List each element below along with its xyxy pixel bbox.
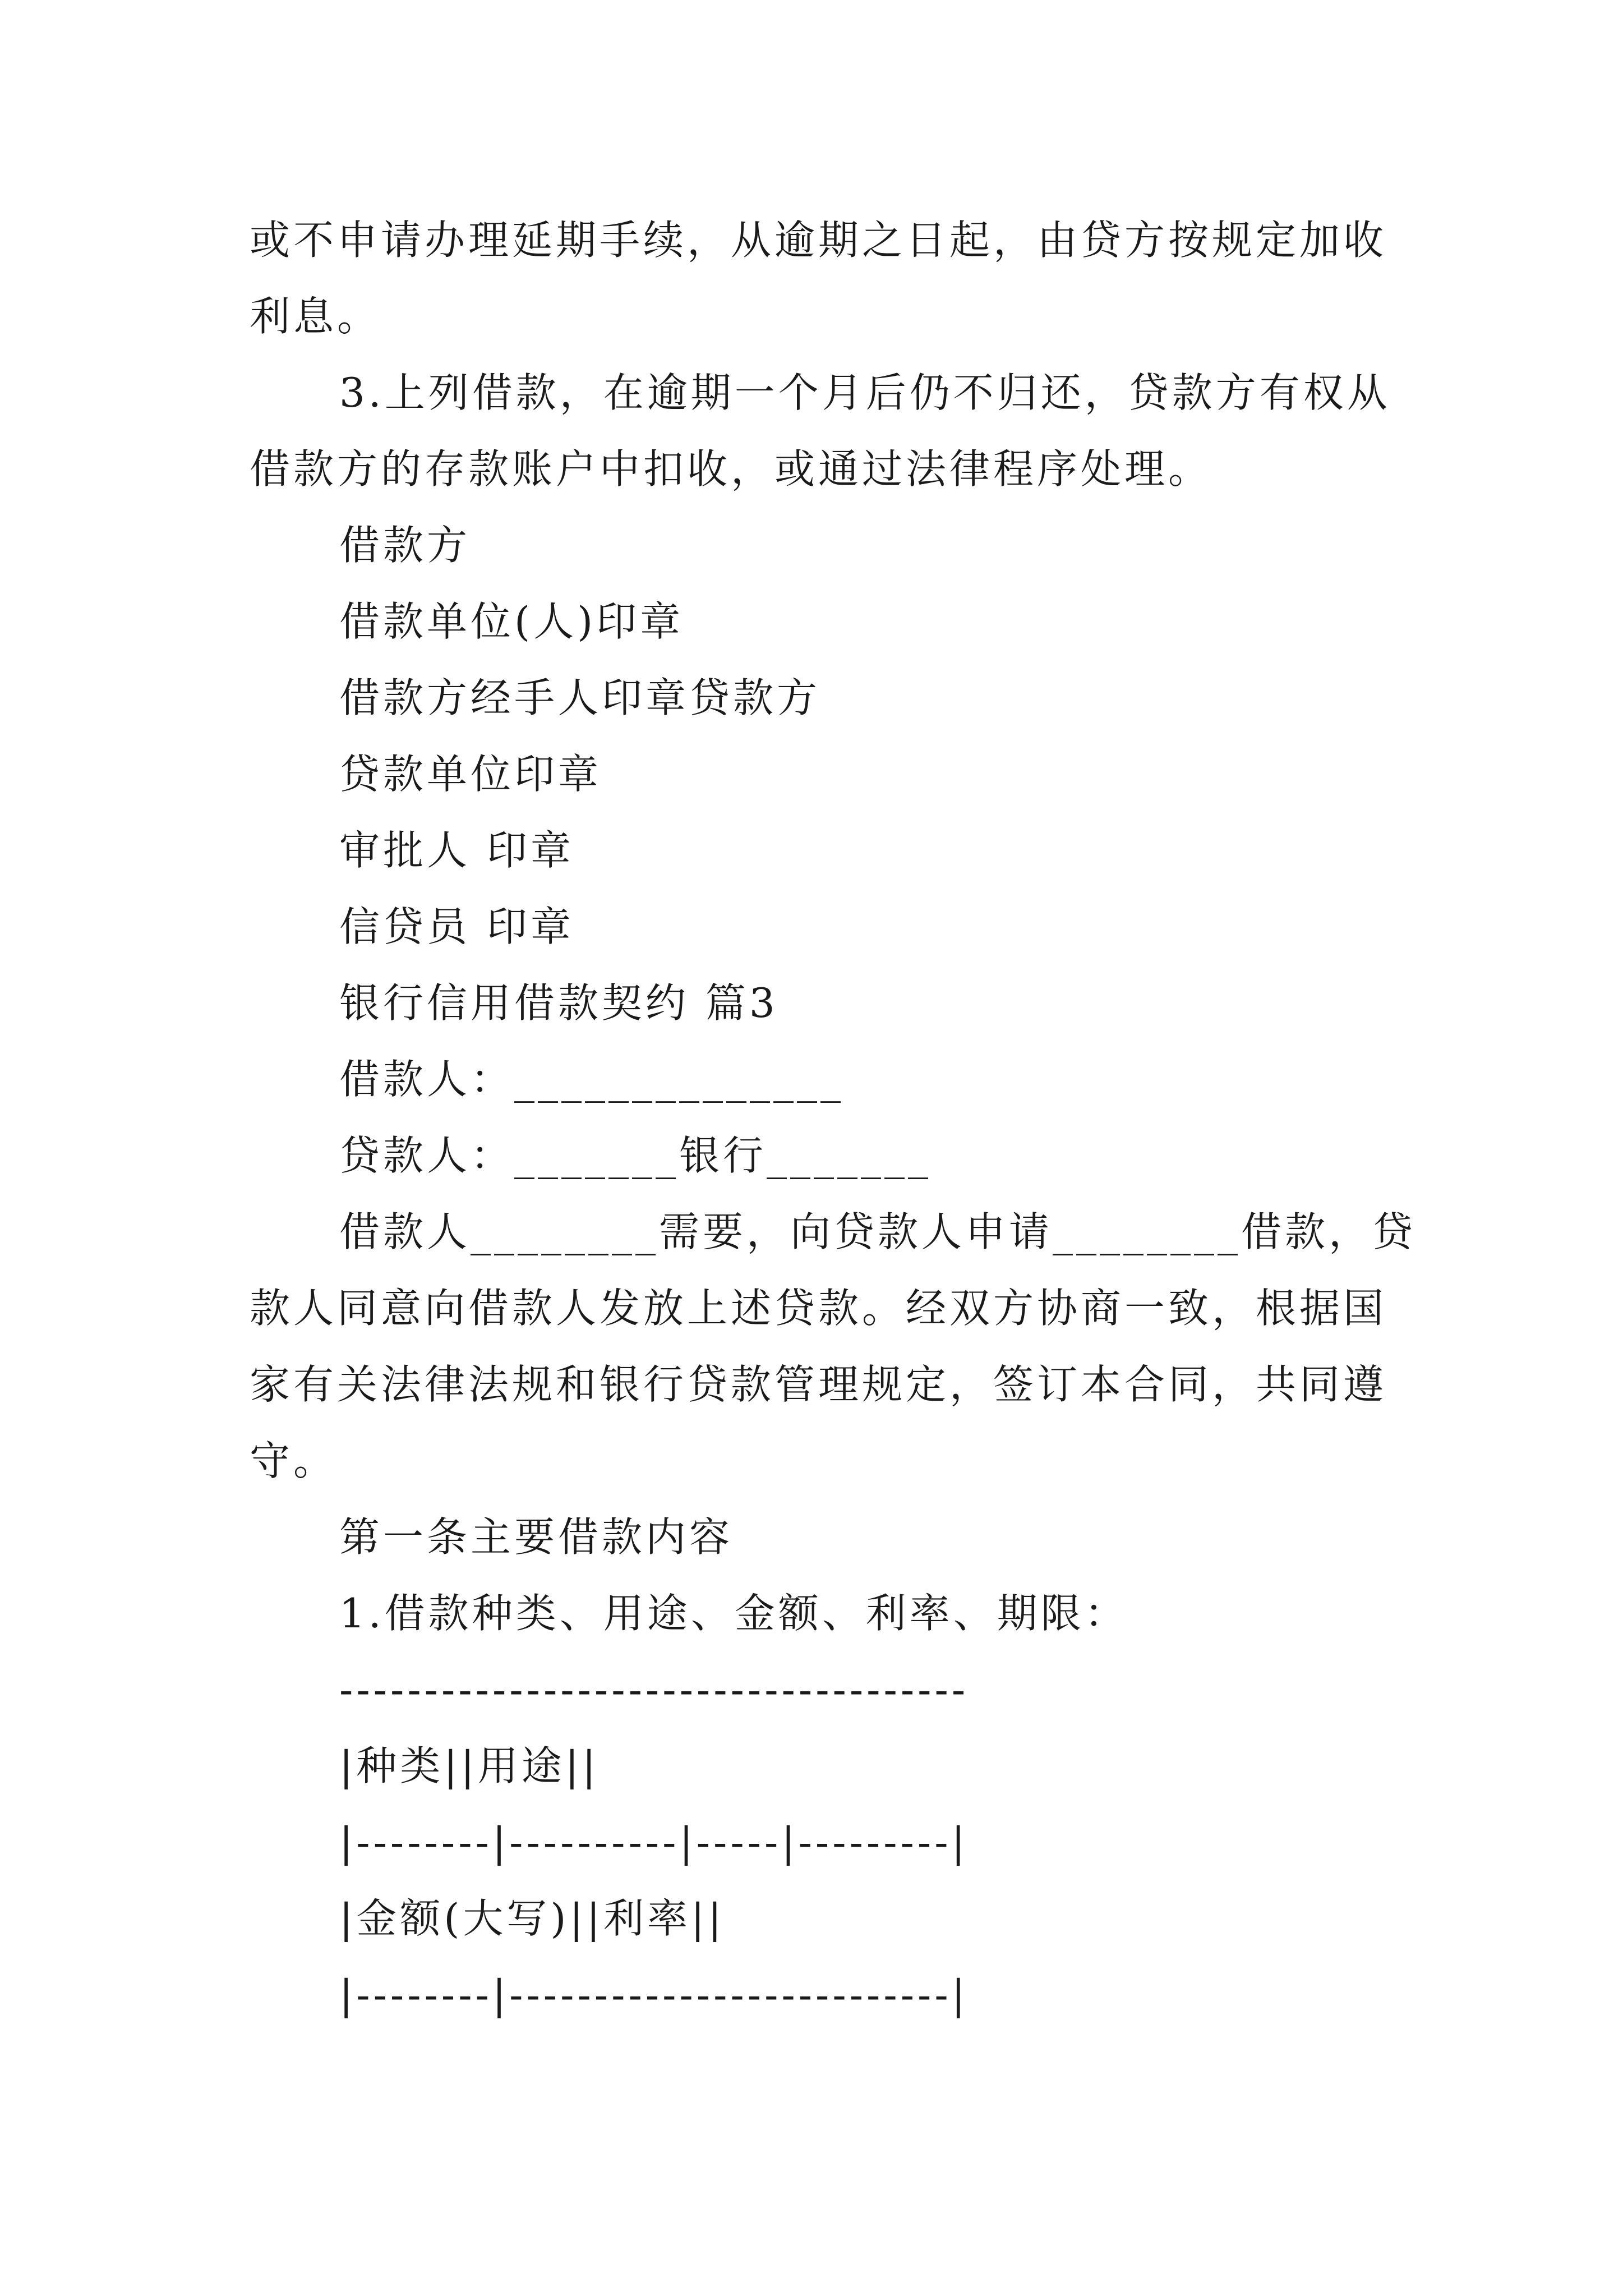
text-line: 款人同意向借款人发放上述贷款。经双方协商一致，根据国 — [250, 1285, 1387, 1332]
text-line: 利息。 — [250, 293, 381, 340]
section-heading: 银行信用借款契约 篇3 — [339, 979, 778, 1027]
text-line: 家有关法律法规和银行贷款管理规定，签订本合同，共同遵 — [250, 1361, 1387, 1408]
document-body — [250, 202, 1417, 2033]
borrower-field: 借款人：______________ — [339, 1056, 845, 1103]
table-rule: ------------------------------------- — [339, 1666, 969, 1713]
text-line: 借款方 — [339, 522, 471, 569]
text-line: 信贷员 印章 — [339, 903, 574, 950]
table-row: |金额(大写)||利率|| — [339, 1895, 725, 1942]
table-rule: |--------|--------------------------| — [339, 1971, 969, 2018]
text-line: 借款人________需要，向贷款人申请________借款，贷 — [339, 1208, 1417, 1255]
text-line: 借款方经手人印章贷款方 — [339, 674, 821, 721]
table-row: |种类||用途|| — [339, 1742, 600, 1789]
lender-field: 贷款人：_______银行_______ — [339, 1132, 932, 1179]
table-rule: |--------|----------|-----|---------| — [339, 1819, 969, 1866]
text-line: 1.借款种类、用途、金额、利率、期限： — [339, 1590, 1128, 1637]
text-line: 3.上列借款，在逾期一个月后仍不归还，贷款方有权从 — [339, 369, 1391, 416]
text-line: 审批人 印章 — [339, 827, 574, 874]
text-line: 贷款单位印章 — [339, 751, 602, 798]
text-line: 借款单位(人)印章 — [339, 598, 684, 645]
text-line: 或不申请办理延期手续，从逾期之日起，由贷方按规定加收 — [250, 217, 1387, 264]
clause-heading: 第一条主要借款内容 — [339, 1513, 734, 1561]
text-line: 守。 — [250, 1437, 338, 1484]
text-line: 借款方的存款账户中扣收，或通过法律程序处理。 — [250, 445, 1212, 493]
